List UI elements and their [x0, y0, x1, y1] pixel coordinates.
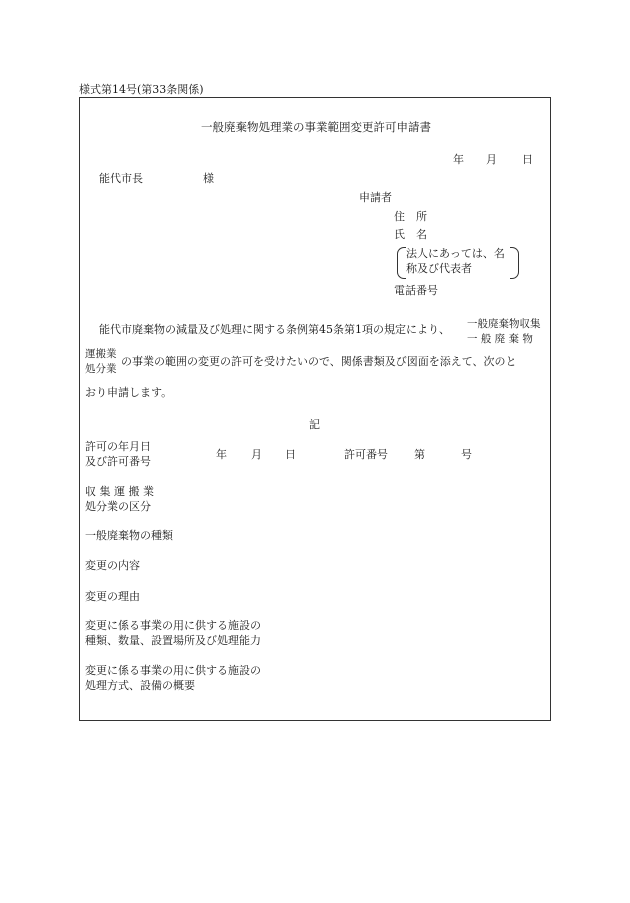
addressee-name: 能代市長 [99, 172, 143, 185]
corp-note-bracket-right [510, 247, 519, 279]
permit-month: 月 [251, 448, 262, 461]
date-day: 日 [522, 153, 533, 166]
body-line2: の事業の範囲の変更の許可を受けたいので、関係書類及び図面を添えて、次のと [121, 355, 517, 368]
permit-number-prefix: 第 [414, 448, 425, 461]
corp-note-line2: 称及び代表者 [406, 262, 472, 275]
category-label-1: 収 集 運 搬 業 [85, 485, 154, 498]
addressee-honorific: 様 [203, 172, 214, 185]
corp-note-bracket-left [397, 247, 406, 279]
category-label-2: 処分業の区分 [85, 500, 151, 513]
applicant-phone-label: 電話番号 [394, 284, 438, 297]
choice-disposal: 処分業 [85, 363, 117, 375]
date-year: 年 [453, 153, 464, 166]
permit-year: 年 [216, 448, 227, 461]
permit-date-label-2: 及び許可番号 [85, 455, 151, 468]
facility-method-label-1: 変更に係る事業の用に供する施設の [85, 664, 261, 677]
change-reason-label: 変更の理由 [85, 590, 140, 603]
permit-date-label-1: 許可の年月日 [85, 440, 151, 453]
applicant-label: 申請者 [359, 191, 392, 204]
permit-number-suffix: 号 [461, 448, 472, 461]
choice-transport: 運搬業 [85, 348, 117, 360]
date-month: 月 [486, 153, 497, 166]
ki-heading: 記 [309, 418, 320, 431]
choice-general-waste: 一 般 廃 棄 物 [467, 333, 533, 345]
facility-label-2: 種類、数量、設置場所及び処理能力 [85, 634, 261, 647]
applicant-address-label: 住 所 [394, 210, 427, 223]
form-number: 様式第14号(第33条関係) [79, 83, 204, 96]
permit-day: 日 [285, 448, 296, 461]
applicant-name-label: 氏 名 [394, 228, 427, 241]
choice-collection: 一般廃棄物収集 [467, 318, 541, 330]
form-title: 一般廃棄物処理業の事業範囲変更許可申請書 [201, 120, 431, 134]
body-line3: おり申請します。 [85, 386, 173, 399]
change-content-label: 変更の内容 [85, 559, 140, 572]
corp-note-line1: 法人にあっては、名 [406, 247, 505, 260]
waste-type-label: 一般廃棄物の種類 [85, 529, 173, 542]
facility-method-label-2: 処理方式、設備の概要 [85, 679, 195, 692]
facility-label-1: 変更に係る事業の用に供する施設の [85, 619, 261, 632]
permit-number-label: 許可番号 [344, 448, 388, 461]
body-line1: 能代市廃棄物の減量及び処理に関する条例第45条第1項の規定により、 [99, 323, 450, 336]
